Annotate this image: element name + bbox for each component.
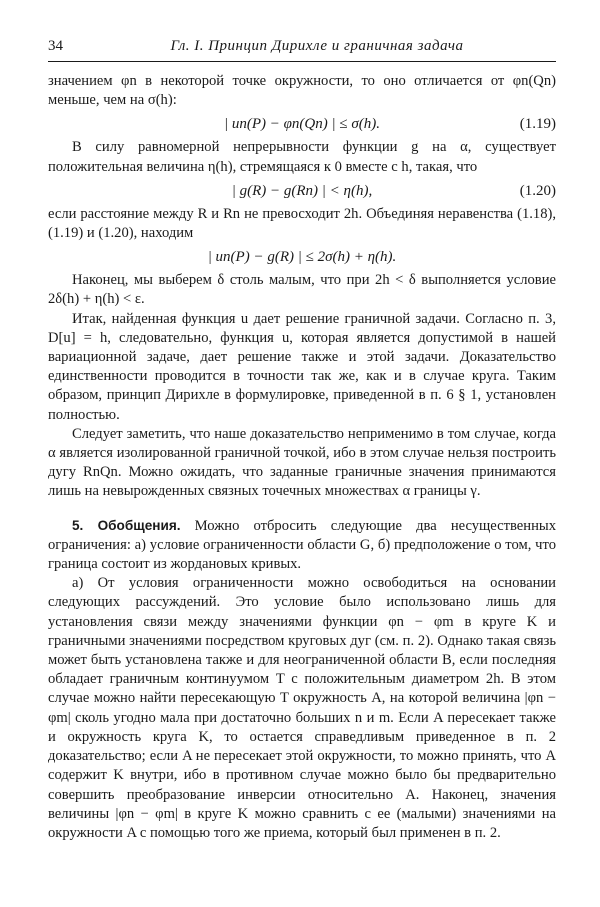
section-title: 5. Обобщения. — [72, 517, 181, 533]
paragraph-1: значением φn в некоторой точке окружности, то оно отличается от φn(Qn) меньше, чем на σ(h): — [48, 73, 556, 109]
paragraph-2: В силу равномерной непрерывности функции g на α, существует положительная величина η(h), стремящаяся к 0 вместе с h, такая, что — [48, 139, 556, 175]
book-page — [48, 38, 556, 843]
formula-1-20-body: | g(R) − g(Rn) | < η(h), — [231, 182, 373, 199]
paragraph-6: Следует заметить, что наше доказательство неприменимо в том случае, когда α является изолированной граничной точкой, ибо в этом случае нельзя построить дугу RnQn. Можно ожидать, что заданные граничные значения принимаются лишь на невырожденных связных точечных множествах α границы γ. — [48, 425, 556, 500]
equation-number-1-20: (1.20) — [519, 182, 556, 199]
page-number: 34 — [48, 38, 63, 54]
paragraph-5: Итак, найденная функция u дает решение граничной задачи. Согласно п. 3, D[u] = h, следовательно, функция u, которая является допустимой в нашей вариационной задаче, дает решение также и этой задачи. Доказательство единственности проводится в точности так же, как и в случае круга. Таким образом, принцип Дирихле в формулировке, приведенной в п. 6 § 1, установлен полностью. — [48, 310, 556, 423]
paragraph-4: Наконец, мы выберем δ столь малым, что при 2h < δ выполняется условие 2δ(h) + η(h) < ε. — [48, 272, 556, 308]
formula-1-19-body: | un(P) − φn(Qn) | ≤ σ(h). — [223, 116, 380, 133]
formula-combined-body: | un(P) − g(R) | ≤ 2σ(h) + η(h). — [207, 249, 397, 266]
paragraph-3: если расстояние между R и Rn не превосходит 2h. Объединяя неравенства (1.18), (1.19) и (1.20), находим — [48, 205, 556, 242]
running-header — [48, 38, 556, 62]
paragraph-section-5 — [48, 516, 556, 575]
formula-1-20 — [48, 181, 556, 201]
formula-combined — [48, 247, 556, 267]
section-5-intro: Можно отбросить следующие два несущественных ограничения: а) условие ограниченности области G, б) предположение о том, что граница состоит из жордановых кривых. — [48, 517, 556, 573]
equation-number-1-19: (1.19) — [519, 116, 556, 133]
running-title: Гл. I. Принцип Дирихле и граничная задача — [170, 38, 464, 54]
paragraph-8: а) От условия ограниченности можно освободиться на основании следующих рассуждений. Это условие было использовано лишь для установления связи между значениями функции φn − φm в круге K и граничными значениями посредством круговых дуг (см. п. 2). Однако такая связь может быть установлена также и для неограниченной области B, если последняя обладает граничным континуумом T с положительным диаметром 2h. В этом случае можно найти пересекающую T окружность A, на которой величина |φn − φm| сколь угодно мала при достаточно больших n и m. Если A пересекает также и окружность круга K, то остается справедливым приведенное в п. 2 доказательство; если A не пересекает этой окружности, то можно принять, что A содержит K внутри, ибо в противном случае можно было бы предварительно совершить преобразование инверсии относительно A. Наконец, значения величины |φn − φm| в круге K можно сравнить с ее (малыми) значениями на окружности A с помощью того же приема, который был применен в п. 2. — [48, 575, 556, 841]
formula-1-19 — [48, 114, 556, 134]
